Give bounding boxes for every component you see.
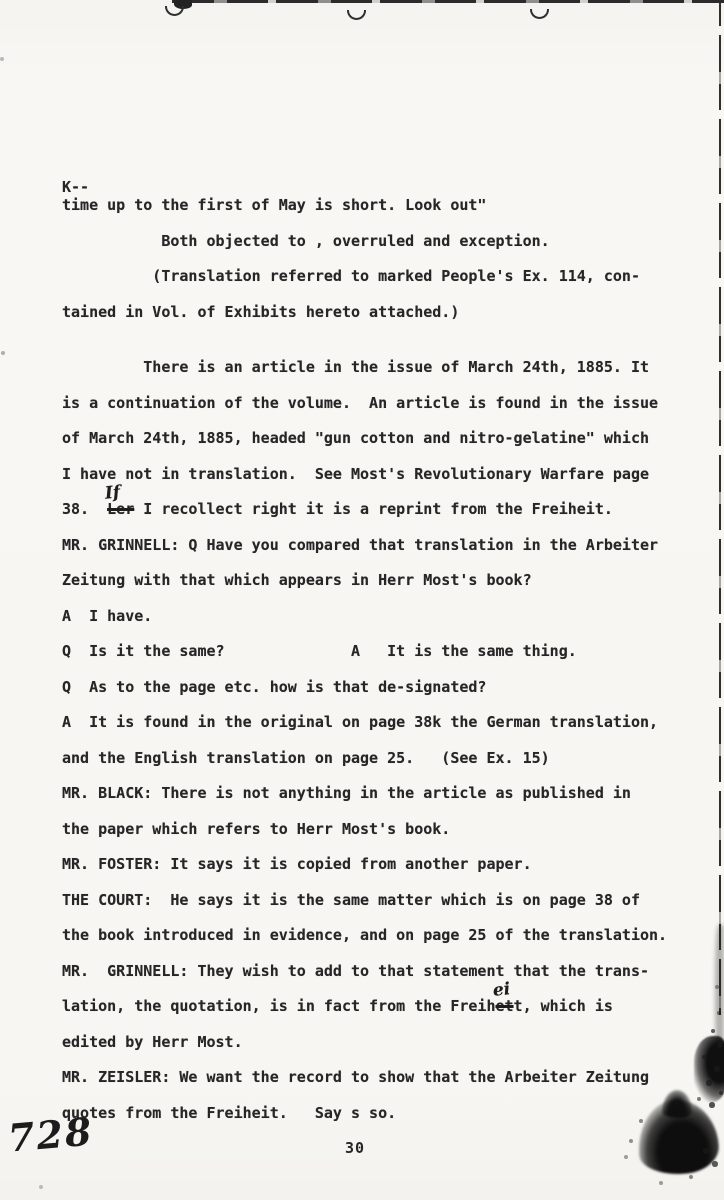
scan-top-edge-artifact (172, 0, 724, 3)
text-line (62, 482, 718, 536)
text-segment: MR. GRINNELL: They wish to add to that statement that the trans- (62, 961, 649, 980)
text-line (62, 784, 718, 820)
text-line (62, 358, 718, 394)
text-segment: lation, the quotation, is in fact from the Freih (62, 997, 496, 1015)
text-segment: and the English translation on page 25. (See Ex. 15) (62, 748, 550, 767)
punch-mark (165, 6, 184, 16)
text-segment: tained in Vol. of Exhibits hereto attached.) (62, 302, 460, 321)
text-segment: A I have. (62, 606, 153, 625)
text-line (62, 642, 718, 678)
page-number: 30 (344, 1139, 366, 1157)
text-line (62, 962, 718, 998)
text-segment: MR. BLACK: There is not anything in the article as published in (62, 784, 631, 802)
struck-text: et ei (492, 979, 514, 1015)
text-segment: edited by Herr Most. (62, 1032, 243, 1051)
scan-right-edge-artifact (719, 0, 721, 1015)
text-segment: the paper which refers to Herr Most's book. (62, 819, 451, 838)
text-segment: Q Is it the same? A It is the same thing. (62, 642, 577, 660)
punch-mark (530, 9, 549, 19)
text-line (62, 855, 718, 891)
text-line (62, 926, 718, 962)
text-segment: is a continuation of the volume. An article is found in the issue (62, 393, 659, 412)
text-line (62, 1033, 718, 1069)
text-line (62, 1068, 718, 1104)
text-segment: Q As to the page etc. how is that de-signated? (62, 677, 487, 696)
text-line (62, 232, 718, 268)
text-line (62, 267, 718, 303)
text-line (62, 196, 718, 232)
text-line (62, 464, 718, 504)
text-line (62, 394, 718, 430)
text-segment: K-- (62, 178, 90, 196)
text-segment: I recollect right it is a reprint from the Freiheit. (134, 500, 613, 518)
text-segment: Both objected to , overruled and exception. (62, 231, 550, 250)
transcript-text (62, 178, 718, 1139)
handwritten-correction: ei (492, 979, 512, 1001)
text-line (62, 749, 718, 785)
text-segment: 38. (62, 500, 108, 518)
text-segment: A It is found in the original on page 38k the German translation, (62, 713, 659, 731)
text-segment: of March 24th, 1885, headed "gun cotton and nitro-gelatine" which (62, 429, 649, 447)
text-segment: There is an article in the issue of March 24th, 1885. It (62, 358, 649, 376)
text-segment: MR. ZEISLER: We want the record to show that the Arbeiter Zeitung (62, 1068, 649, 1086)
text-segment: THE COURT: He says it is the same matter which is on page 38 of (62, 890, 640, 909)
text-line (62, 303, 718, 339)
text-line (62, 1104, 718, 1140)
text-line (62, 571, 718, 607)
text-line (62, 178, 718, 196)
text-segment: Zeitung with that which appears in Herr Most's book? (62, 571, 532, 589)
text-segment: quotes from the Freiheit. Say s so. (62, 1103, 397, 1122)
text-line (62, 820, 718, 856)
text-line (62, 979, 718, 1033)
punch-mark (347, 10, 366, 20)
text-segment: (Translation referred to marked People's Ex. 114, con- (62, 267, 640, 285)
handwritten-correction: If (104, 482, 122, 504)
text-segment: MR. GRINNELL: Q Have you compared that translation in the Arbeiter (62, 535, 659, 554)
text-line (62, 891, 718, 927)
text-segment: t, which is (513, 997, 613, 1015)
text-segment: MR. FOSTER: It says it is copied from another paper. (62, 855, 532, 873)
ink-speckles (0, 0, 2, 2)
text-segment: I have not in translation. See Most's Revolutionary Warfare page (62, 464, 649, 483)
text-line (62, 536, 718, 572)
handwritten-folio-number: 728 (6, 1108, 96, 1161)
text-segment: time up to the first of May is short. Look out" (62, 196, 487, 214)
ink-blot (694, 1036, 724, 1102)
text-line (62, 429, 718, 465)
text-line (62, 678, 718, 714)
struck-text: Ler If (104, 482, 135, 518)
text-segment: the book introduced in evidence, and on page 25 of the translation. (62, 926, 668, 944)
text-line (62, 713, 718, 749)
text-line (62, 607, 718, 643)
